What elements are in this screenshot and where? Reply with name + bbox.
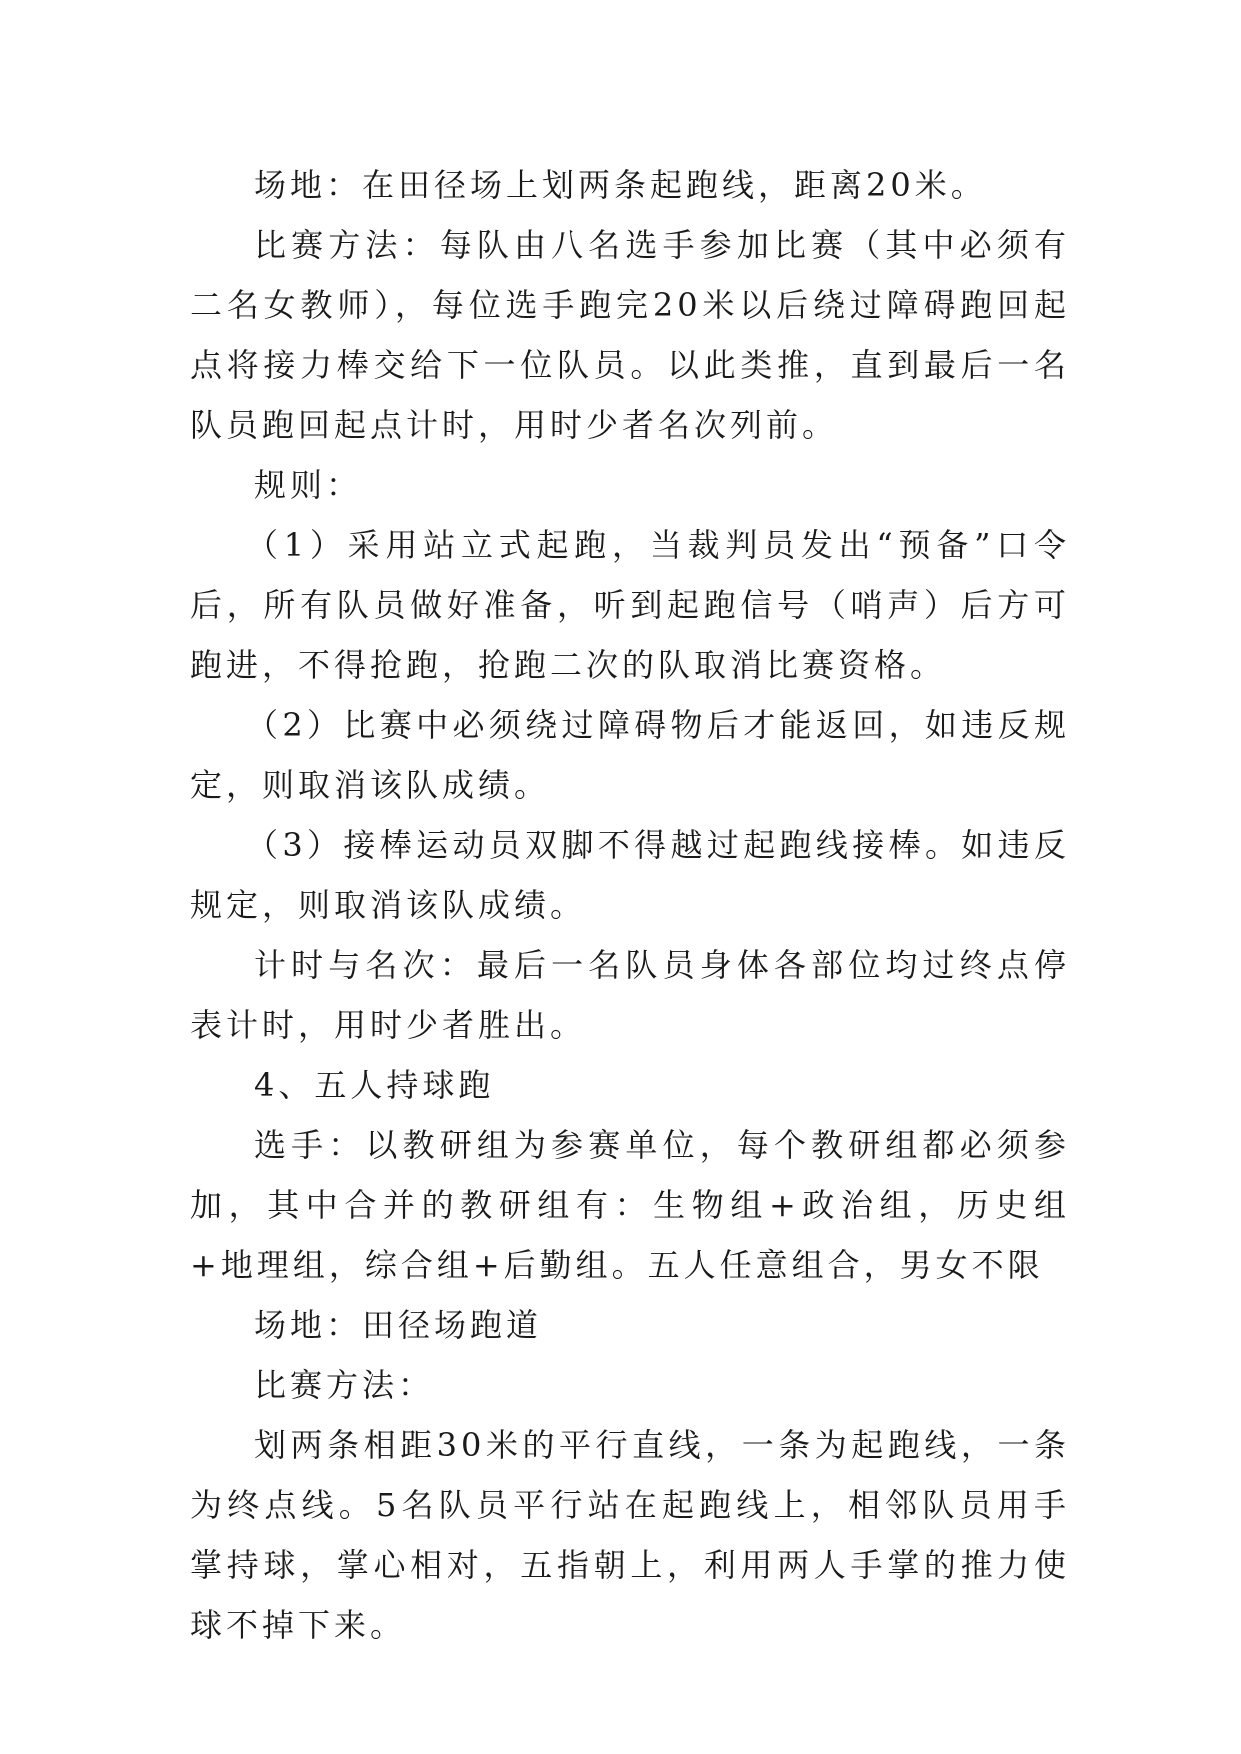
paragraph-rule-1: （1）采用站立式起跑，当裁判员发出“预备”口令后，所有队员做好准备，听到起跑信号（哨声）后方可跑进，不得抢跑，抢跑二次的队取消比赛资格。 bbox=[190, 526, 1070, 684]
paragraph-venue: 场地：在田径场上划两条起跑线，距离20米。 bbox=[254, 166, 987, 204]
paragraph-rules-heading: 规则： bbox=[254, 466, 363, 504]
paragraph-rule-3: （3）接棒运动员双脚不得越过起跑线接棒。如违反规定，则取消该队成绩。 bbox=[190, 826, 1070, 924]
paragraph-method: 比赛方法：每队由八名选手参加比赛（其中必须有二名女教师），每位选手跑完20米以后绕过障碍跑回起点将接力棒交给下一位队员。以此类推，直到最后一名队员跑回起点计时，用时少者名次列前。 bbox=[190, 226, 1070, 444]
paragraph-timing: 计时与名次：最后一名队员身体各部位均过终点停表计时，用时少者胜出。 bbox=[190, 946, 1070, 1044]
paragraph-players: 选手：以教研组为参赛单位，每个教研组都必须参加，其中合并的教研组有：生物组+政治组，历史组+地理组，综合组+后勤组。五人任意组合，男女不限 bbox=[190, 1126, 1070, 1284]
paragraph-section-heading: 4、五人持球跑 bbox=[254, 1066, 495, 1104]
paragraph-method-heading: 比赛方法： bbox=[254, 1366, 435, 1404]
document-body bbox=[190, 155, 1070, 1655]
paragraph-rule-2: （2）比赛中必须绕过障碍物后才能返回，如违反规定，则取消该队成绩。 bbox=[190, 706, 1070, 804]
paragraph-venue-2: 场地：田径场跑道 bbox=[254, 1306, 543, 1344]
paragraph-method-detail: 划两条相距30米的平行直线，一条为起跑线，一条为终点线。5名队员平行站在起跑线上，相邻队员用手掌持球，掌心相对，五指朝上，利用两人手掌的推力使球不掉下来。 bbox=[190, 1426, 1070, 1644]
